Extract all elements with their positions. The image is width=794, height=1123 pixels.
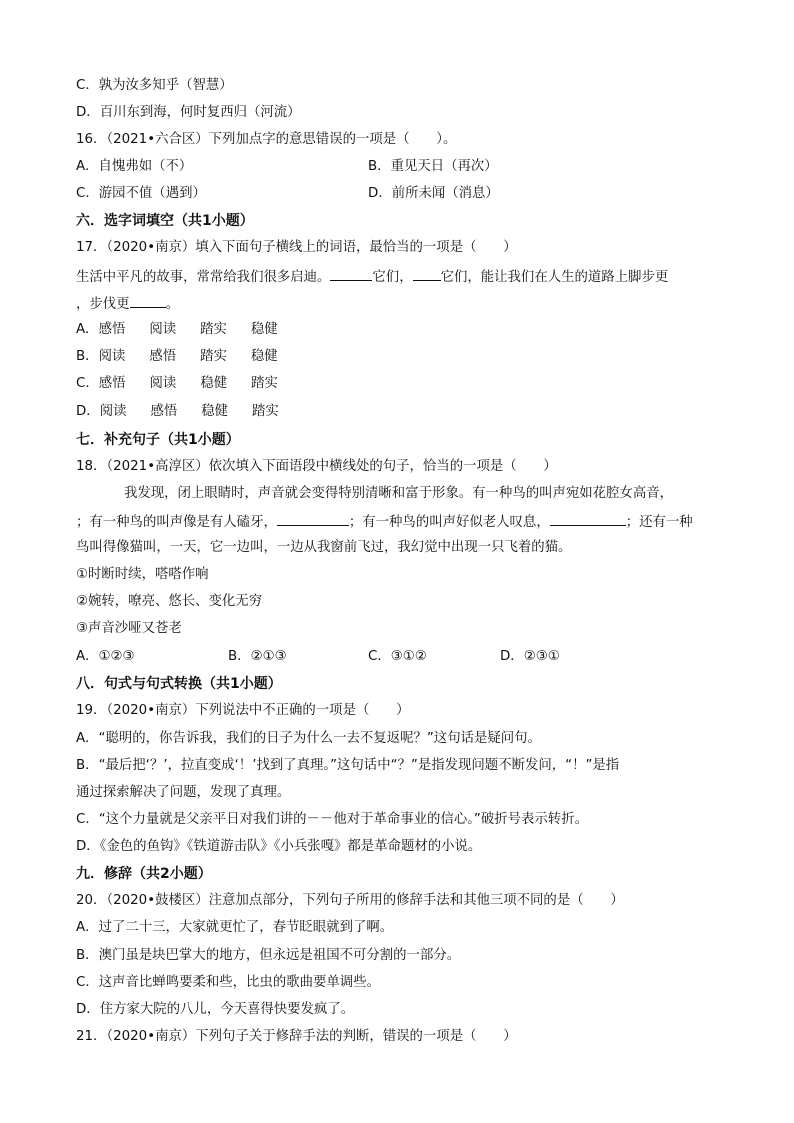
fill-blank <box>277 511 349 526</box>
q18-option-d: D．②③① <box>500 649 560 664</box>
option-word: 感悟 <box>98 376 126 391</box>
question-18-stem: 18．（2021•高淳区）依次填入下面语段中横线处的句子，恰当的一项是（ ） <box>76 459 557 474</box>
q17-passage-line-2 <box>76 293 179 315</box>
q19-option-b-cont: 通过探索解决了问题，发现了真理。 <box>76 785 291 800</box>
option-word: 踏实 <box>252 404 279 419</box>
option-letter: A． <box>76 322 99 337</box>
q16-option-d: D．前所未闻（消息） <box>368 186 499 201</box>
q17-option-b <box>76 347 302 367</box>
question-20-stem: 20．（2020•鼓楼区）注意加点部分，下列句子所用的修辞手法和其他三项不同的是（ ） <box>76 893 624 908</box>
option-word: 踏实 <box>251 376 278 391</box>
option-letter: D． <box>76 404 100 419</box>
section-heading-7: 七．补充句子（共1小题） <box>76 432 240 448</box>
q17-option-d <box>76 402 303 422</box>
q19-option-d: D．《金色的鱼钩》《铁道游击队》《小兵张嘎》都是革命题材的小说。 <box>76 839 482 854</box>
option-word: 稳健 <box>250 322 278 337</box>
q18-text: ；有一种鸟的叫声像是有人磕牙， <box>76 515 277 530</box>
q18-option-b: B．②①③ <box>228 649 287 664</box>
fill-blank <box>413 266 441 281</box>
q17-text: 。 <box>165 297 179 312</box>
q18-sentence-1: ①时断时续，嗒嗒作响 <box>76 567 209 582</box>
option-word: 稳健 <box>201 404 229 419</box>
section-heading-6: 六．选字词填空（共1小题） <box>76 213 254 229</box>
option-line: C．孰为汝多知乎（智慧） <box>76 78 233 93</box>
q17-text: 生活中平凡的故事，常常给我们很多启迪。 <box>76 270 331 285</box>
option-word: 踏实 <box>200 349 227 364</box>
question-16-stem: 16．（2021•六合区）下列加点字的意思错误的一项是（ ）。 <box>76 132 457 147</box>
option-word: 稳健 <box>200 376 228 391</box>
q17-option-c <box>76 374 302 394</box>
q18-option-a: A．①②③ <box>76 649 135 664</box>
q20-option-c: C．这声音比蝉鸣要柔和些，比虫的歌曲要单调些。 <box>76 975 380 990</box>
option-word: 阅读 <box>149 322 177 337</box>
q16-option-b: B．重见天日（再次） <box>368 159 498 174</box>
option-word: 阅读 <box>98 349 126 364</box>
q18-sentence-3: ③声音沙哑又苍老 <box>76 621 182 636</box>
option-word: 感悟 <box>149 349 177 364</box>
question-21-stem: 21．（2020•南京）下列句子关于修辞手法的判断，错误的一项是（ ） <box>76 1029 517 1044</box>
option-word: 感悟 <box>98 322 126 337</box>
q18-text: ；还有一种 <box>625 515 693 530</box>
option-word: 感悟 <box>150 404 178 419</box>
q19-option-a: A．“聪明的，你告诉我，我们的日子为什么一去不复返呢？”这句话是疑问句。 <box>76 731 541 746</box>
q17-text: 它们， <box>372 270 413 285</box>
option-word: 阅读 <box>149 376 177 391</box>
q18-sentence-2: ②婉转，嘹亮、悠长、变化无穷 <box>76 594 263 609</box>
q19-option-c: C．“这个力量就是父亲平日对我们讲的－－他对于革命事业的信心。”破折号表示转折。 <box>76 812 588 827</box>
q18-text: ；有一种鸟的叫声好似老人叹息， <box>348 515 550 530</box>
q17-passage-line-1 <box>76 266 668 288</box>
option-word: 阅读 <box>99 404 127 419</box>
fill-blank <box>330 266 372 281</box>
q20-option-a: A．过了二十三，大家就更忙了，春节眨眼就到了啊。 <box>76 920 394 935</box>
q18-option-c: C．③①② <box>368 649 427 664</box>
q20-option-d: D．住方家大院的八儿，今天喜得快要发疯了。 <box>76 1002 355 1017</box>
q17-text: 它们，能让我们在人生的道路上脚步更 <box>440 270 669 285</box>
q18-passage-line-2 <box>76 511 693 533</box>
option-line: D．百川东到海，何时复西归（河流） <box>76 105 301 120</box>
fill-blank <box>550 511 626 526</box>
q17-text: ，步伐更 <box>76 297 130 312</box>
q18-passage-line-1: 我发现，闭上眼睛时，声音就会变得特别清晰和富于形象。有一种鸟的叫声宛如花腔女高音， <box>124 486 674 501</box>
option-letter: B． <box>76 349 99 364</box>
q17-option-a <box>76 320 302 340</box>
fill-blank <box>130 293 166 308</box>
q19-option-b: B．“最后把‘？’，拉直变成‘！’找到了真理。”这句话中“？”是指发现问题不断发问，“！”是指 <box>76 758 620 773</box>
q16-option-c: C．游园不值（遇到） <box>76 186 206 201</box>
section-heading-9: 九．修辞（共2小题） <box>76 866 212 882</box>
option-word: 踏实 <box>200 322 227 337</box>
q18-passage-line-3: 鸟叫得像猫叫，一天，它一边叫，一边从我窗前飞过，我幻觉中出现一只飞着的猫。 <box>76 540 572 555</box>
option-letter: C． <box>76 376 99 391</box>
question-17-stem: 17．（2020•南京）填入下面句子横线上的词语，最恰当的一项是（ ） <box>76 240 517 255</box>
q16-option-a: A．自愧弗如（不） <box>76 159 193 174</box>
q20-option-b: B．澳门虽是块巴掌大的地方，但永远是祖国不可分割的一部分。 <box>76 948 461 963</box>
section-heading-8: 八．句式与句式转换（共1小题） <box>76 676 282 692</box>
question-19-stem: 19．（2020•南京）下列说法中不正确的一项是（ ） <box>76 703 410 718</box>
option-word: 稳健 <box>250 349 278 364</box>
